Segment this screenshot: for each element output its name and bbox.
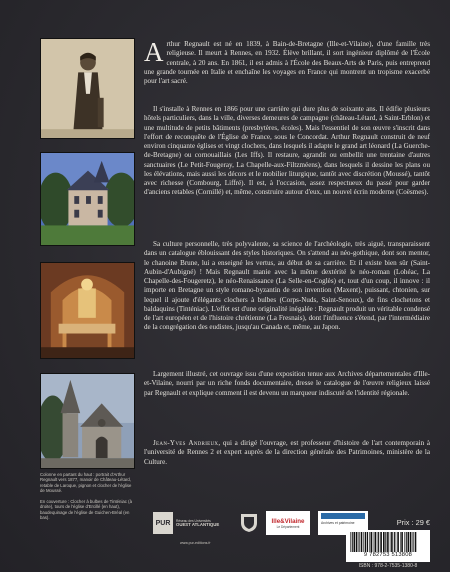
barcode-bar <box>365 532 367 552</box>
church-photo <box>40 373 135 469</box>
barcode-bar <box>361 532 363 552</box>
archives-logo-text: Archives et patrimoine <box>321 521 355 525</box>
barcode-bar <box>408 532 410 552</box>
pur-line1: Réseau des Universités <box>176 518 211 523</box>
barcode-bar <box>363 532 364 552</box>
archives-logo-bar <box>321 513 365 519</box>
isbn-label: ISBN : 978-2-7535-1380-8 <box>358 563 418 569</box>
barcode-bar <box>401 532 403 552</box>
barcode-number: 9 782753 513808 <box>363 552 413 558</box>
book-paragraph-text: Largement illustré, cet ouvrage issu d'une exposition tenue aux Archives départementales d'Ille-et-Vilaine, nourri par un riche fonds documentaire, dresse le catalogue de l'œuvre religieux laissé par Regnault et explique comment il est devenu un marqueur indiscuté de l'identité régionale. <box>144 370 430 397</box>
barcode-bar <box>410 532 412 552</box>
photo-captions <box>40 472 136 520</box>
barcode-bar <box>373 532 374 552</box>
barcode-bar <box>406 532 407 552</box>
barcode-bar <box>380 532 382 552</box>
barcode-bar <box>385 532 386 552</box>
pur-line2: OUEST ATLANTIQUE <box>176 522 220 527</box>
barcode-bar <box>400 532 401 552</box>
barcode-bar <box>375 532 377 552</box>
barcode-bar <box>350 532 351 552</box>
barcode <box>346 530 430 562</box>
barcode-bar <box>378 532 379 552</box>
ille-et-vilaine-name: Ille&Vilaine <box>271 517 305 525</box>
barcode-bar <box>383 532 385 552</box>
barcode-bar <box>394 532 395 552</box>
barcode-bar <box>390 532 391 552</box>
intro-paragraph <box>144 37 430 86</box>
barcode-bars <box>349 532 427 552</box>
career-paragraph-text: Il s'installe à Rennes en 1866 pour une carrière qui dure plus de soixante ans. Il édifie plusieurs hôtels particuliers, dans la ville, diverses demeures de campagne (château-Létard, à Saint-Erblon) et une multitude de petits bâtiments (presbytères, écoles). Mais l'essentiel de son œuvre s'inscrit dans l'effort de reconquête de l'Église de France, sous le Concordat. Arthur Regnault construit de neuf environ cinquante églises et vingt clochers, dans lesquels il adapte le grand art léonard (La Guerche-de-Bretagne) ou cornouaillais (Les Iffs). Il restaure, agrandit ou embellit une trentaine d'autres sanctuaires (Le Petit-Fougeray, La Chapelle-aux-Filtzméens), dans lesquels il dessine les plans ou les élévations, mais aussi les décors et le mobilier liturgique, tantôt avec discrétion (Moussé), tantôt avec richesse (Combourg, Liffré). Il est, à l'occasion, assez respectueux du passé pour garder d'anciens retables (Cornillé) et, même, construire autour d'eux, un nouvel écrin moderne (Coësmes). <box>144 105 430 197</box>
barcode-bar <box>391 532 393 552</box>
barcode-bar <box>367 532 368 552</box>
barcode-bar <box>377 532 378 552</box>
caption-cover: En couverture : Clocher à bulbes de Tinténiac (à droite), tours de l'église d'Ercillé (en haut), baudequinage de l'église de Guichen-Bréal (en bas). <box>40 499 132 521</box>
barcode-bar <box>371 532 373 552</box>
barcode-bar <box>413 532 414 552</box>
author-paragraph <box>144 439 430 467</box>
altar-photo <box>40 262 135 359</box>
drop-cap: A <box>144 37 164 67</box>
ille-et-vilaine-logo <box>266 511 310 535</box>
author-bio: , qui a dirigé l'ouvrage, est professeur d'histoire de l'art contemporain à l'université de Rennes 2 et expert auprès de la direction générale des Patrimoines, ministère de la Culture. <box>144 439 431 466</box>
pur-logo <box>153 512 232 534</box>
author-name: Jean-Yves Andrieux <box>153 439 219 447</box>
style-paragraph <box>144 240 430 333</box>
barcode-bar <box>369 532 370 552</box>
manor-photo <box>40 152 135 246</box>
barcode-bar <box>415 532 417 552</box>
price-label: Prix : 29 € <box>396 518 430 527</box>
style-paragraph-text: Sa culture personnelle, très polyvalente, sa science de l'archéologie, très aiguë, transparaissent dans un catalogue éblouissant des styles historiques. On s'attend au néo-gothique, dont son mentor, le chanoine Brune, lui a enseigné les vertus, au début de sa carrière. Et il existe bien sûr (Saint-Aubin-d'Aubigné) ! Mais Regnault manie avec la même dextérité le néo-roman (Lohéac, La Chapelle-des-Fougeretz), le néo-Renaissance (La Selle-en-Coglès) et, tout d'un coup, il innove : il importe en Bretagne un style romano-byzantin de son invention (Maxent), puissant, chtonien, sur lequel il ajoute d'élégants clochers à bulbes (Corps-Nuds, Saint-Senoux), de fins clochetons et baldaquins (Tinténiac). L'effet est d'une originalité inégalée : Regnault produit un véritable condensé de l'art européen et de l'histoire chrétienne (La Fresnais), dont l'influence s'étend, par l'intermédiaire de la congrégation des eudistes, jusqu'au Canada et, même, au Japon. <box>144 240 430 332</box>
publisher-logos <box>153 503 368 543</box>
ille-et-vilaine-subtitle: Le Département <box>276 524 300 529</box>
barcode-bar <box>359 532 360 552</box>
barcode-bar <box>397 532 399 552</box>
barcode-bar <box>396 532 397 552</box>
pur-text <box>176 519 232 527</box>
portrait-photo <box>40 38 135 139</box>
barcode-bar <box>354 532 356 552</box>
caption-column: Colonne en partant du haut : portrait d'Arthur Regnault vers 1877, manoir de Château-Létard, retable de Laroque, pignon et clocher de l'église de Moussé. <box>40 472 132 493</box>
barcode-bar <box>404 532 405 552</box>
pur-mark: PUR <box>153 512 173 534</box>
barcode-bar <box>356 532 358 552</box>
publisher-url: www.pur-editions.fr <box>180 541 211 545</box>
barcode-bar <box>387 532 389 552</box>
barcode-bar <box>352 532 353 552</box>
intro-paragraph-text: rthur Regnault est né en 1839, à Bain-de-Bretagne (Ille-et-Vilaine), d'une famille très religieuse. Il meurt à Rennes, en 1932. Élève brillant, il sort ingénieur diplômé de l'École centrale, à 20 ans. En 1861, il est admis à l'École des Beaux-Arts de Paris, puis entreprend une grande tournée en Italie et enchaîne les voyages en France qui montrent un tropisme exacerbé pour l'art sacré. <box>144 40 430 85</box>
career-paragraph <box>144 105 430 198</box>
shield-icon <box>240 513 258 533</box>
book-paragraph <box>144 370 430 398</box>
